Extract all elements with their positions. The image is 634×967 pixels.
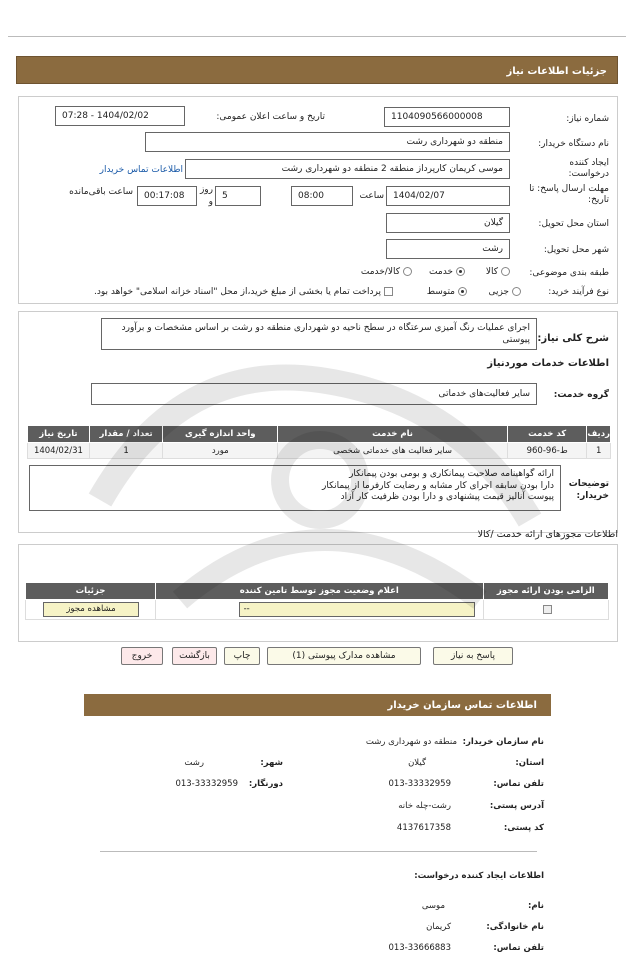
col-code: کد خدمت (507, 426, 587, 443)
radio-medium[interactable] (458, 287, 467, 296)
announce-label: تاریخ و ساعت اعلان عمومی: (216, 112, 325, 122)
contact-postal-label: کد پستی: (503, 823, 544, 833)
creator-name-value: موسی (421, 901, 445, 911)
deadline-time-label: ساعت (359, 191, 384, 201)
contact-fax-value: 013-33332959 (175, 779, 238, 789)
services-table-wrap (27, 425, 611, 459)
creator-family-label: نام خانوادگی: (486, 922, 544, 932)
deadline-date-field: 1404/02/07 (386, 186, 510, 206)
contact-city-label: شهر: (260, 758, 283, 768)
province-field: گیلان (386, 213, 510, 233)
cell-status (156, 600, 484, 620)
need-number-label: شماره نیاز: (566, 114, 609, 124)
description-field: اجرای عملیات رنگ آمیزی سرعتگاه در سطح ناحیه دو شهرداری منطقه دو رشت بر اساس مشخصات و برآورد پیوستی (101, 318, 537, 350)
permits-table-wrap (25, 582, 609, 620)
table-row (26, 600, 609, 620)
payment-option[interactable] (94, 287, 393, 297)
category-label: طبقه بندی موضوعی: (529, 268, 609, 278)
radio-service[interactable] (456, 267, 465, 276)
contact-address-label: آدرس پستی: (489, 801, 544, 811)
announce-field: 1404/02/02 - 07:28 (55, 106, 185, 126)
cell-code: ط-96-960 (507, 443, 587, 459)
contact-province-label: استان: (515, 758, 544, 768)
payment-checkbox[interactable] (384, 287, 393, 296)
cell-date: 1404/02/31 (28, 443, 90, 459)
cell-qty: 1 (89, 443, 162, 459)
buyer-notes-label: توضیحات خریدار: (568, 479, 609, 501)
col-name: نام خدمت (278, 426, 508, 443)
buyer-org-field: منطقه دو شهرداری رشت (145, 132, 510, 152)
creator-phone-value: 013-33666883 (388, 943, 451, 953)
cell-unit: مورد (163, 443, 278, 459)
print-button[interactable]: چاپ (224, 647, 260, 665)
buyer-org-label: نام دستگاه خریدار: (538, 139, 609, 149)
group-label: گروه خدمت: (553, 390, 609, 400)
province-label: استان محل تحویل: (538, 219, 609, 229)
deadline-time-field: 08:00 (291, 186, 353, 206)
contact-address-value: رشت-چله خانه (398, 801, 451, 811)
contact-header (84, 694, 551, 716)
contact-postal-value: 4137617358 (396, 823, 451, 833)
buyer-note-line: پیوست آنالیز قیمت پیشنهادی و دارا بودن ظرفیت کار آزاد (340, 492, 554, 502)
category-option-goods-label: کالا (485, 267, 498, 277)
col-details: جزئیات (26, 583, 156, 600)
category-option-both-label: کالا/خدمت (360, 267, 400, 277)
exit-button[interactable]: خروج (121, 647, 163, 665)
reply-button[interactable]: پاسخ به نیاز (433, 647, 513, 665)
contact-city-value: رشت (184, 758, 204, 768)
back-button[interactable]: بازگشت (172, 647, 217, 665)
contact-province-value: گیلان (408, 758, 426, 768)
category-option-both[interactable] (361, 267, 412, 277)
category-option-goods[interactable] (486, 267, 510, 277)
process-option-medium-label: متوسط (426, 287, 455, 297)
remaining-label: ساعت باقی‌مانده (69, 187, 133, 197)
radio-minor[interactable] (512, 287, 521, 296)
process-option-minor[interactable] (488, 287, 521, 297)
page-header (16, 56, 618, 84)
radio-goods[interactable] (501, 267, 510, 276)
status-field[interactable]: -- (239, 602, 475, 617)
cell-required (483, 600, 608, 620)
contact-phone-label: تلفن تماس: (493, 779, 544, 789)
contact-org-label: نام سازمان خریدار: (462, 737, 544, 747)
buyer-note-line: دارا بودن سابقه اجرای کار مشابه و رضایت کارفرما از پیمانکار (322, 480, 554, 491)
creator-family-value: کریمان (426, 922, 451, 932)
permits-title: اطلاعات مجوزهای ارائه خدمت /کالا (477, 529, 618, 540)
days-field: 5 (215, 186, 261, 206)
contact-divider (100, 851, 537, 852)
view-permit-button[interactable]: مشاهده مجوز (43, 602, 139, 617)
permits-panel (18, 544, 618, 642)
need-info-panel (18, 96, 618, 304)
contact-fax-label: دورنگار: (248, 779, 283, 789)
buyer-note-line: ارائه گواهینامه صلاحیت پیمانکاری و بومی بودن پیمانکار (349, 469, 554, 479)
creator-phone-label: تلفن تماس: (493, 943, 544, 953)
top-divider (8, 36, 626, 37)
category-option-service-label: خدمت (429, 267, 453, 277)
creator-field: موسی کریمان کارپرداز منطقه 2 منطقه دو شهرداری رشت (185, 159, 510, 179)
required-checkbox[interactable] (543, 605, 552, 614)
process-option-minor-label: جزیی (488, 287, 509, 297)
cell-name: سایر فعالیت های خدماتی شخصی (278, 443, 508, 459)
col-unit: واحد اندازه گیری (163, 426, 278, 443)
need-number-field: 1104090566000008 (384, 107, 510, 127)
col-row: ردیف (587, 426, 611, 443)
cell-details (26, 600, 156, 620)
buyer-contact-link[interactable]: اطلاعات تماس خریدار (99, 165, 183, 175)
col-status: اعلام وضعیت مجوز توسط تامین کننده (156, 583, 484, 600)
permits-table-header (26, 583, 609, 600)
col-qty: تعداد / مقدار (89, 426, 162, 443)
col-date: تاریخ نیاز (28, 426, 90, 443)
deadline-label: مهلت ارسال پاسخ: تا تاریخ: (529, 184, 609, 205)
group-field: سایر فعالیت‌های خدماتی (91, 383, 537, 405)
description-label: شرح کلی نیاز: (537, 333, 609, 344)
city-field: رشت (386, 239, 510, 259)
radio-both[interactable] (403, 267, 412, 276)
services-title: اطلاعات خدمات موردنیاز (487, 358, 609, 369)
city-label: شهر محل تحویل: (543, 245, 609, 255)
contact-org-value: منطقه دو شهرداری رشت (365, 737, 457, 747)
services-table-header (28, 426, 611, 443)
category-option-service[interactable] (429, 267, 465, 277)
services-table (27, 425, 611, 459)
buyer-notes-field (29, 465, 561, 511)
page-title: جزئیات اطلاعات نیاز (506, 66, 607, 77)
creator-name-label: نام: (527, 901, 544, 911)
creator-section-title: اطلاعات ایجاد کننده درخواست: (414, 871, 544, 881)
remaining-time-field: 00:17:08 (137, 186, 197, 206)
process-option-medium[interactable] (427, 287, 467, 297)
process-label: نوع فرآیند خرید: (548, 287, 609, 297)
description-panel (18, 311, 618, 533)
attachments-button[interactable]: مشاهده مدارک پیوستی (1) (267, 647, 421, 665)
permits-table (25, 582, 609, 620)
contact-title: اطلاعات تماس سازمان خریدار (387, 700, 537, 711)
days-label: روز و (199, 185, 213, 207)
cell-row: 1 (587, 443, 611, 459)
table-row (28, 443, 611, 459)
creator-label: ایجاد کننده درخواست: (568, 158, 609, 179)
payment-note: پرداخت تمام یا بخشی از مبلغ خرید،از محل "اسناد خزانه اسلامی" خواهد بود. (93, 287, 381, 297)
col-required: الزامی بودن ارائه مجوز (483, 583, 608, 600)
contact-phone-value: 013-33332959 (388, 779, 451, 789)
